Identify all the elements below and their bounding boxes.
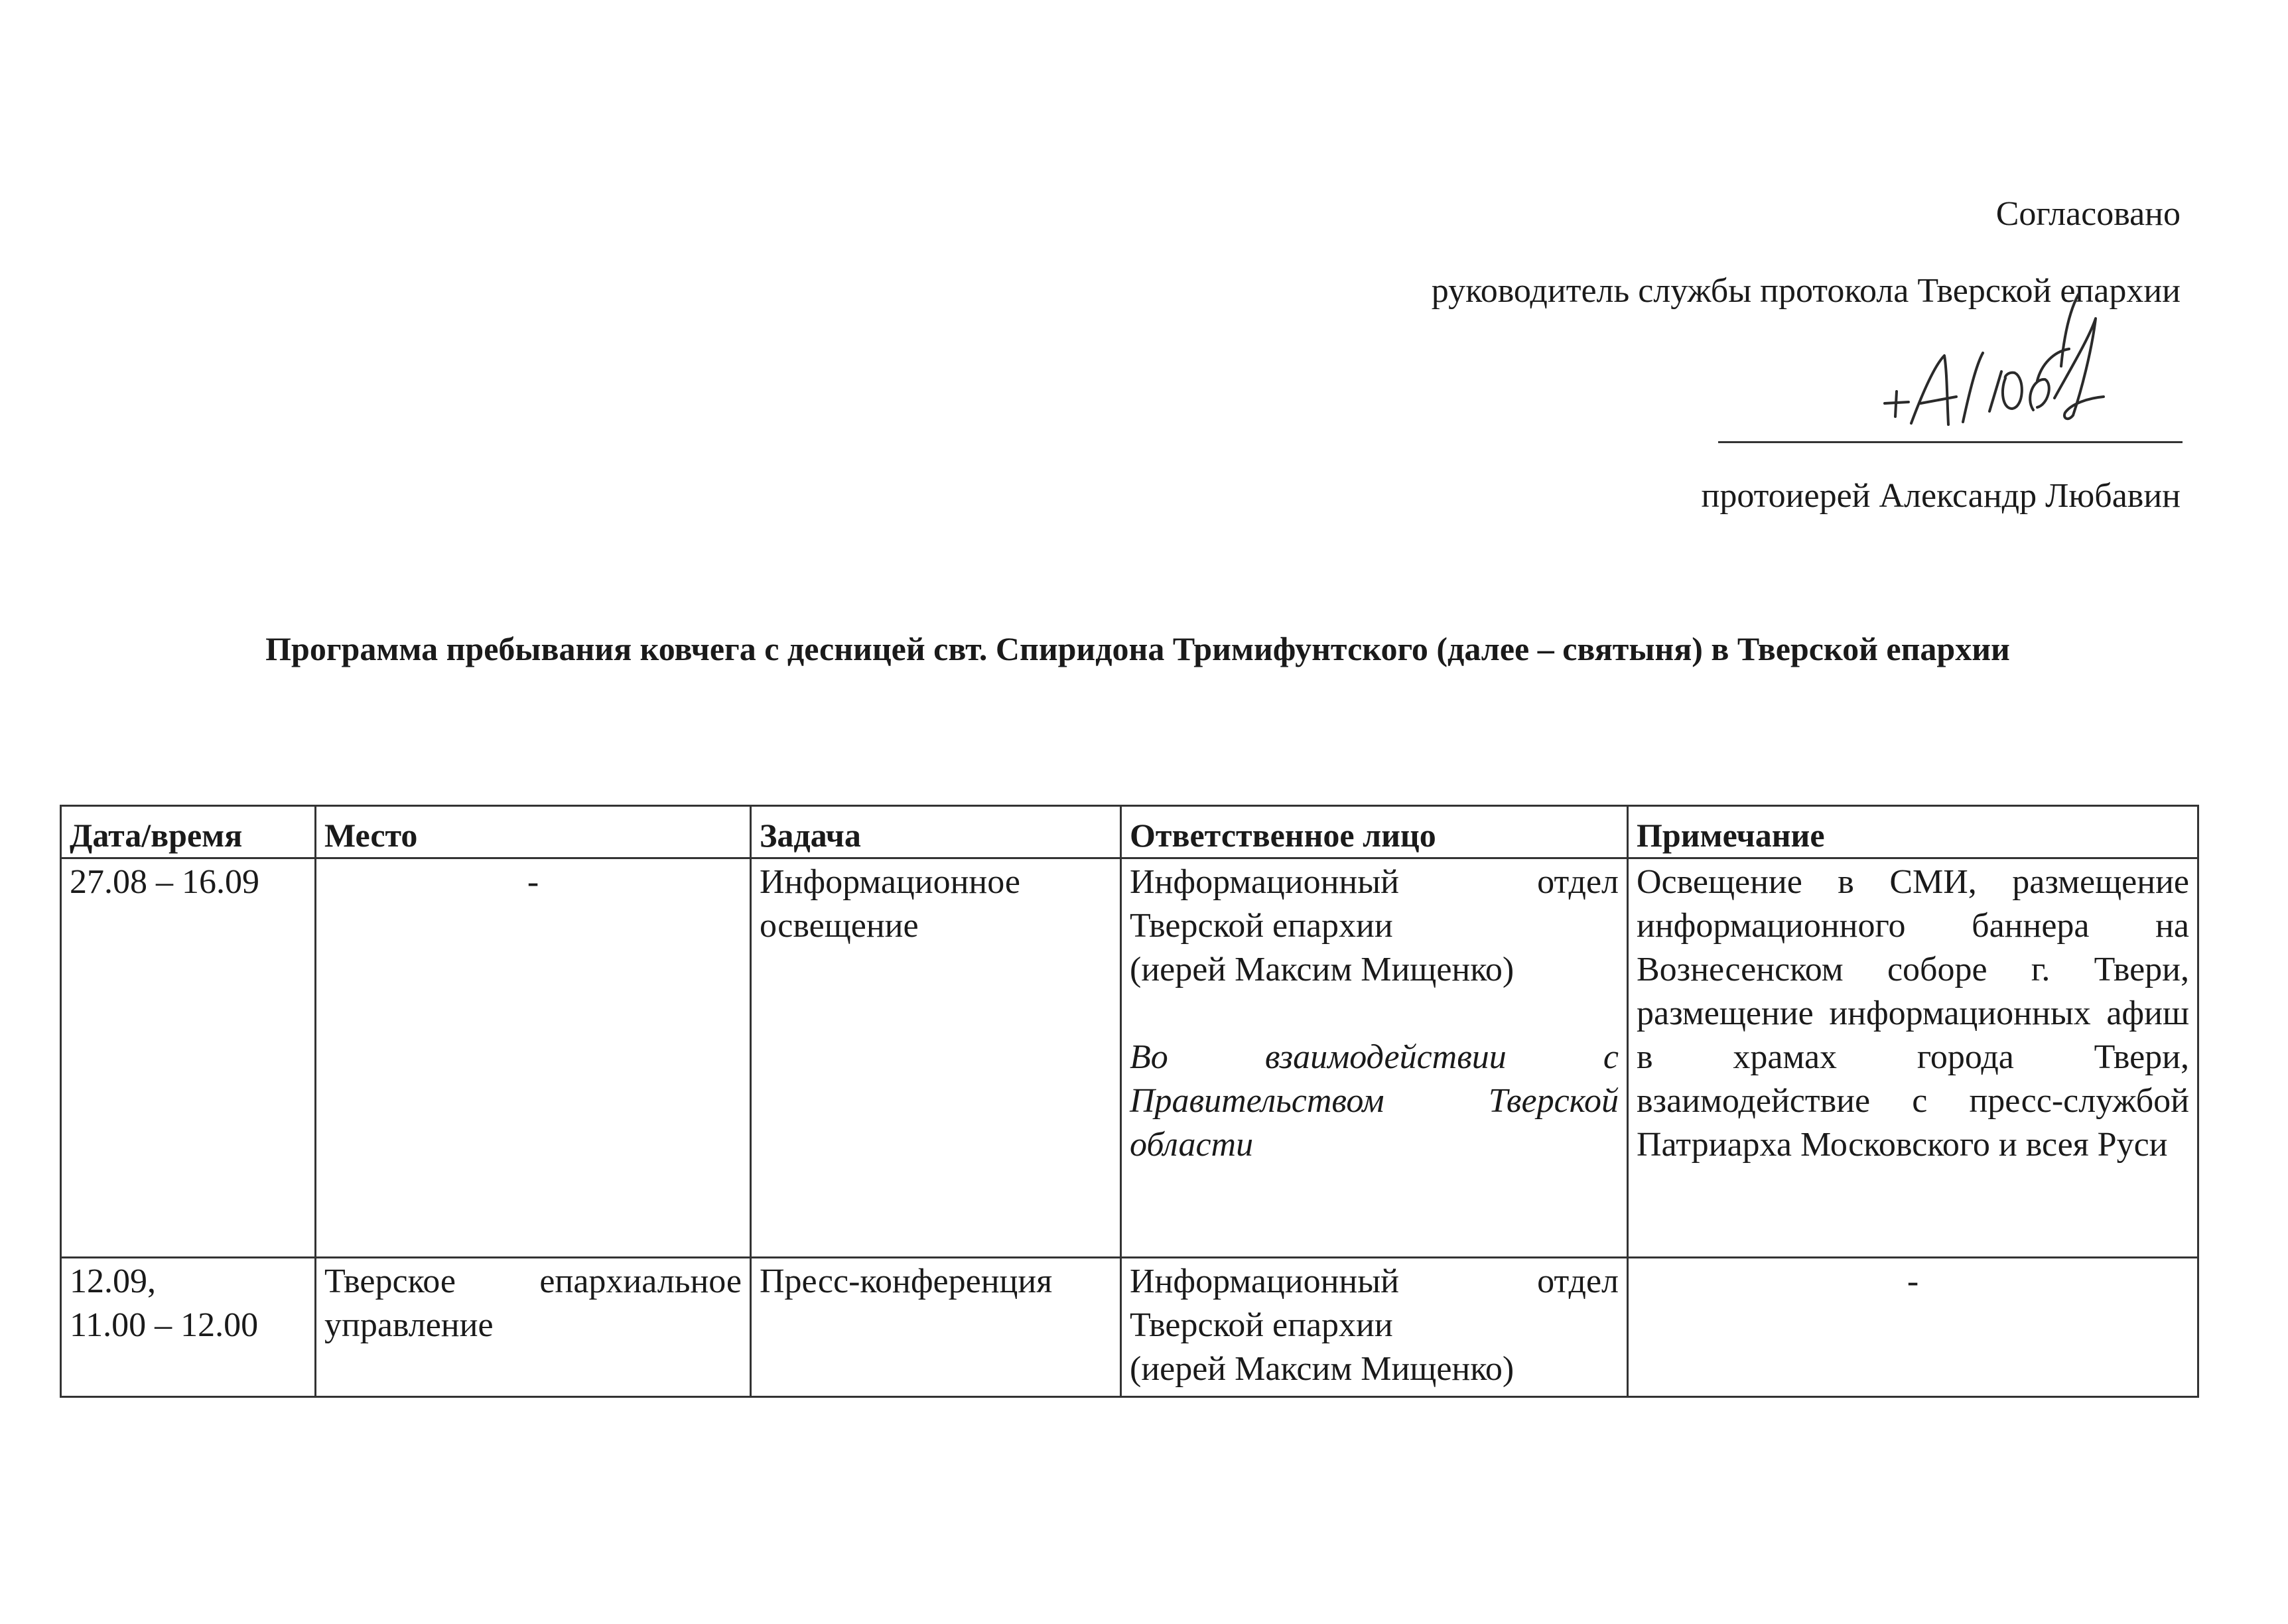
cell-note: Освещение в СМИ, размещение информационного баннера на Вознесенском соборе г. Твери, размещение информационных афиш в храмах города Твери, взаимодействие с пресс-службой Патриарха Московского и всея Руси [1628, 858, 2198, 1258]
table-row [61, 858, 2198, 1258]
cell-place: Тверское епархиальное управление [316, 1258, 751, 1397]
responsible-note: Во взаимодействии с Правительством Тверской области [1130, 1038, 1619, 1164]
table-header-row [61, 806, 2198, 858]
header-task: Задача [751, 806, 1121, 858]
date-line-2: 11.00 – 12.00 [70, 1306, 259, 1344]
cell-place: - [316, 858, 751, 1258]
signature-line [1718, 441, 2183, 443]
approval-agreed: Согласовано [1995, 195, 2181, 233]
date-line-1: 27.08 – 16.09 [70, 863, 259, 901]
responsible-dept: Информационный отдел Тверской епархии [1130, 863, 1619, 945]
cell-responsible [1121, 1258, 1628, 1397]
header-date: Дата/время [61, 806, 316, 858]
program-table [60, 805, 2199, 1398]
cell-note: - [1628, 1258, 2198, 1397]
responsible-person: (иерей Максим Мищенко) [1130, 951, 1514, 988]
cell-task: Пресс-конференция [751, 1258, 1121, 1397]
header-responsible: Ответственное лицо [1121, 806, 1628, 858]
signer-name: протоиерей Александр Любавин [1701, 477, 2181, 515]
responsible-person: (иерей Максим Мищенко) [1130, 1350, 1514, 1388]
responsible-dept: Информационный отдел Тверской епархии [1130, 1262, 1619, 1344]
cell-date [61, 858, 316, 1258]
cell-task: Информационное освещение [751, 858, 1121, 1258]
approval-role: руководитель службы протокола Тверской епархии [1431, 272, 2181, 310]
cell-responsible [1121, 858, 1628, 1258]
header-place: Место [316, 806, 751, 858]
handwritten-signature [1870, 292, 2122, 451]
header-note: Примечание [1628, 806, 2198, 858]
document-title: Программа пребывания ковчега с десницей свт. Спиридона Тримифунтского (далее – святыня) в Тверской епархии [265, 630, 2010, 667]
date-line-1: 12.09, [70, 1262, 156, 1300]
table-row [61, 1258, 2198, 1397]
cell-date [61, 1258, 316, 1397]
